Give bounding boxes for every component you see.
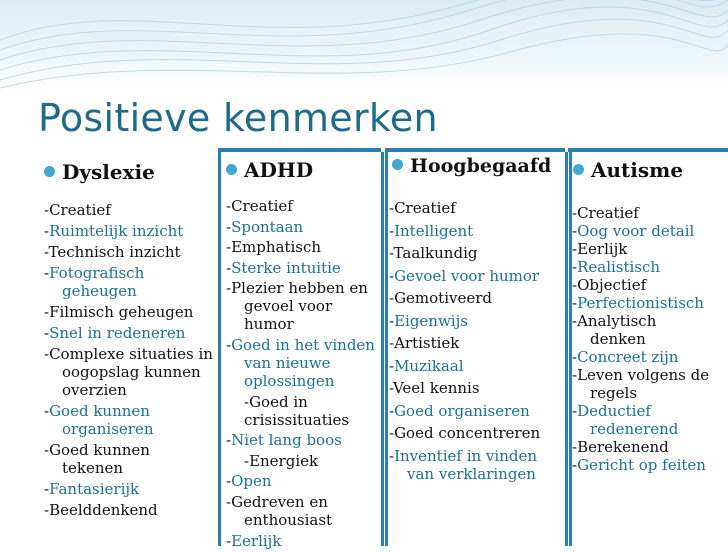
list-item: [44, 201, 213, 219]
list-item: [389, 244, 540, 262]
list-item: [389, 334, 540, 352]
item-continuation: denken: [590, 330, 646, 348]
column-divider: [385, 152, 388, 546]
list-autisme: [572, 204, 709, 474]
list-item: [572, 240, 709, 258]
item-text: -: [572, 258, 578, 276]
item-text: -Technisch inzicht: [44, 243, 181, 261]
item-text: -: [572, 222, 578, 240]
list-item: [572, 258, 709, 276]
column-divider: [565, 152, 568, 546]
list-item: [226, 259, 375, 277]
item-text: -: [572, 348, 578, 366]
item-continuation: oplossingen: [244, 371, 335, 390]
item-text: -Beelddenkend: [44, 501, 158, 519]
item-text: -: [389, 221, 395, 240]
item-highlight-text: Goed in het vinden: [231, 335, 375, 354]
list-item: [226, 532, 375, 550]
item-text: -Gedreven en: [226, 492, 328, 511]
list-item: [226, 431, 375, 449]
item-highlight-text: Eerlijk: [231, 531, 282, 550]
column-heading-hoogbegaafd: Hoogbegaafd: [392, 155, 551, 177]
list-item: [572, 402, 709, 438]
list-item: [44, 243, 213, 261]
item-highlight-text: Eigenwijs: [394, 311, 468, 330]
column-heading-adhd: ADHD: [226, 158, 313, 182]
list-item: [389, 267, 540, 285]
item-text: -: [389, 446, 395, 465]
item-highlight-text: Niet lang boos: [231, 431, 342, 450]
item-text: -: [226, 431, 232, 450]
item-continuation: organiseren: [62, 420, 154, 438]
item-text: -: [389, 356, 395, 375]
item-text: -: [44, 324, 50, 342]
list-item: [389, 447, 540, 483]
item-highlight-text: Snel in redeneren: [49, 324, 186, 342]
item-text: -: [572, 294, 578, 312]
item-highlight-text: Ruimtelijk inzicht: [49, 222, 184, 240]
item-text: -Plezier hebben en: [226, 279, 368, 298]
item-text: -: [389, 266, 395, 285]
list-item: [226, 393, 375, 429]
item-text: -Complexe situaties in: [44, 345, 213, 363]
item-text: -Berekenend: [572, 438, 669, 456]
item-text: -Artistiek: [389, 334, 460, 352]
bullet-icon: [226, 164, 237, 175]
list-dyslexie: [44, 201, 213, 522]
list-item: [44, 441, 213, 477]
item-text: -: [226, 217, 232, 236]
item-highlight-text: Gevoel voor humor: [394, 266, 540, 285]
item-text: -: [572, 456, 578, 474]
item-text: -Analytisch: [572, 312, 657, 330]
item-text: -: [44, 402, 50, 420]
item-text: -Goed kunnen: [44, 441, 150, 459]
item-highlight-text: Sterke intuitie: [231, 258, 341, 277]
list-item: [226, 279, 375, 333]
item-continuation: van verklaringen: [407, 464, 536, 483]
bullet-icon: [44, 166, 55, 177]
item-continuation: enthousiast: [244, 510, 333, 529]
item-continuation: oogopslag kunnen: [62, 363, 201, 381]
item-highlight-text: Perfectionistisch: [577, 294, 704, 312]
list-item: [389, 402, 540, 420]
list-item: [389, 357, 540, 375]
item-highlight-text: Concreet zijn: [577, 348, 679, 366]
item-text: -Taalkundig: [389, 244, 478, 262]
bullet-icon: [573, 164, 584, 175]
list-item: [572, 312, 709, 348]
column-accent-bar: [218, 148, 381, 152]
list-item: [572, 348, 709, 366]
item-continuation: humor: [244, 315, 294, 334]
item-text: -Energiek: [244, 451, 319, 470]
list-adhd: [226, 197, 375, 552]
item-highlight-text: Deductief: [577, 402, 651, 420]
decorative-swirl-lines: [0, 0, 728, 90]
item-highlight-text: Oog voor detail: [577, 222, 695, 240]
item-text: -: [44, 222, 50, 240]
item-highlight-text: Open: [231, 472, 272, 491]
bullet-icon: [392, 159, 403, 170]
list-item: [44, 480, 213, 498]
item-text: -: [226, 472, 232, 491]
list-item: [572, 276, 709, 294]
item-continuation: overzien: [62, 381, 127, 399]
list-hoogbegaafd: [389, 199, 540, 487]
list-item: [389, 222, 540, 240]
column-heading-autisme: Autisme: [573, 158, 683, 182]
list-item: [226, 197, 375, 215]
item-highlight-text: Intelligent: [394, 221, 474, 240]
item-text: -Goed in: [244, 392, 308, 411]
item-text: -: [44, 264, 50, 282]
item-text: -Goed concentreren: [389, 424, 541, 442]
item-text: -Objectief: [572, 276, 647, 294]
list-item: [226, 218, 375, 236]
item-continuation: redenerend: [590, 420, 679, 438]
item-text: -Gemotiveerd: [389, 289, 493, 307]
item-highlight-text: Spontaan: [231, 217, 304, 236]
list-item: [389, 312, 540, 330]
item-continuation: van nieuwe: [244, 353, 331, 372]
list-item: [572, 438, 709, 456]
list-item: [44, 324, 213, 342]
list-item: [44, 222, 213, 240]
list-item: [389, 379, 540, 397]
item-highlight-text: Goed organiseren: [394, 401, 530, 420]
list-item: [226, 472, 375, 490]
list-item: [44, 402, 213, 438]
item-text: -Emphatisch: [226, 238, 322, 257]
list-item: [572, 294, 709, 312]
item-highlight-text: Muzikaal: [394, 356, 464, 375]
list-item: [44, 345, 213, 399]
item-text: -Creatief: [389, 199, 456, 217]
list-item: [226, 336, 375, 390]
item-continuation: geheugen: [62, 282, 137, 300]
list-item: [389, 199, 540, 217]
item-text: -: [226, 531, 232, 550]
list-item: [572, 222, 709, 240]
list-item: [226, 452, 375, 470]
list-item: [389, 424, 540, 442]
column-heading-dyslexie: Dyslexie: [44, 160, 155, 184]
item-text: -: [572, 402, 578, 420]
item-text: -Eerlijk: [572, 240, 628, 258]
column-accent-bar: [568, 148, 728, 152]
decorative-header-band: [0, 0, 728, 90]
item-highlight-text: Fantasierijk: [49, 480, 140, 498]
list-item: [389, 289, 540, 307]
list-item: [572, 366, 709, 402]
item-text: -: [389, 311, 395, 330]
item-continuation: regels: [590, 384, 638, 402]
item-text: -Veel kennis: [389, 379, 480, 397]
item-continuation: gevoel voor: [244, 297, 333, 316]
item-text: -Leven volgens de: [572, 366, 710, 384]
item-text: -: [389, 401, 395, 420]
column-accent-bar: [385, 148, 565, 152]
column-divider: [381, 152, 384, 546]
item-highlight-text: Realistisch: [577, 258, 661, 276]
item-highlight-text: Fotografisch: [49, 264, 145, 282]
item-continuation: tekenen: [62, 459, 124, 477]
item-highlight-text: Gericht op feiten: [577, 456, 706, 474]
item-text: -: [226, 258, 232, 277]
column-divider: [218, 152, 221, 546]
item-text: -Creatief: [44, 201, 111, 219]
list-item: [44, 501, 213, 519]
list-item: [572, 456, 709, 474]
item-highlight-text: Inventief in vinden: [394, 446, 537, 465]
item-text: -Filmisch geheugen: [44, 303, 194, 321]
list-item: [44, 264, 213, 300]
page-title: Positieve kenmerken: [38, 96, 438, 140]
item-highlight-text: Goed kunnen: [49, 402, 150, 420]
item-text: -: [44, 480, 50, 498]
item-text: -Creatief: [226, 197, 293, 215]
list-item: [572, 204, 709, 222]
item-continuation: crisissituaties: [244, 410, 350, 429]
item-text: -: [226, 335, 232, 354]
item-text: -Creatief: [572, 204, 639, 222]
list-item: [226, 238, 375, 256]
list-item: [44, 303, 213, 321]
list-item: [226, 493, 375, 529]
